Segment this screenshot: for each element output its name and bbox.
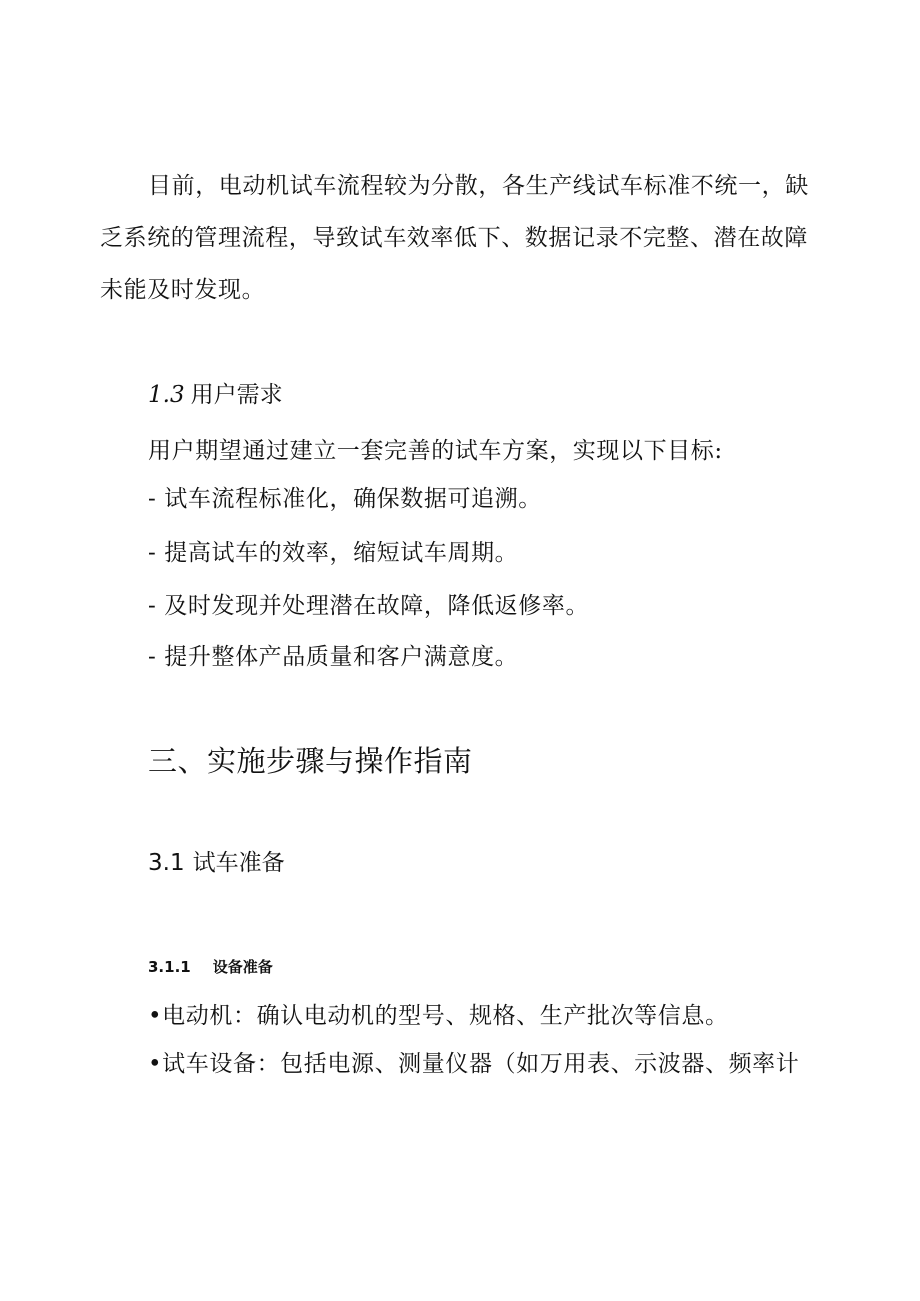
section-3-1-1-title: 设备准备 <box>212 958 273 976</box>
section-1-3-title: 用户需求 <box>190 382 283 408</box>
section-3-1-1-number: 3.1.1 <box>148 958 191 976</box>
equipment-item: •试车设备：包括电源、测量仪器（如万用表、示波器、频率计 <box>148 1051 800 1077</box>
section-1-3-lead: 用户期望通过建立一套完善的试车方案，实现以下目标: <box>148 438 723 464</box>
goal-item: - 及时发现并处理潜在故障，降低返修率。 <box>148 593 590 619</box>
chapter-3-heading: 三、实施步骤与操作指南 <box>148 744 473 778</box>
goal-item: - 试车流程标准化，确保数据可追溯。 <box>148 486 542 512</box>
section-1-3-heading <box>148 380 283 410</box>
goal-item: - 提高试车的效率，缩短试车周期。 <box>148 540 519 566</box>
section-3-1-heading <box>148 848 285 878</box>
section-1-3-number: 1.3 <box>148 382 185 408</box>
section-3-1-number: 3.1 <box>148 850 185 876</box>
section-3-1-title: 试车准备 <box>192 850 285 876</box>
goal-item: - 提升整体产品质量和客户满意度。 <box>148 644 519 670</box>
section-3-1-1-heading <box>148 957 273 977</box>
intro-paragraph: 目前，电动机试车流程较为分散，各生产线试车标准不统一，缺乏系统的管理流程，导致试车效率低下、数据记录不完整、潜在故障未能及时发现。 <box>100 173 809 303</box>
equipment-item: •电动机：确认电动机的型号、规格、生产批次等信息。 <box>148 1003 729 1029</box>
